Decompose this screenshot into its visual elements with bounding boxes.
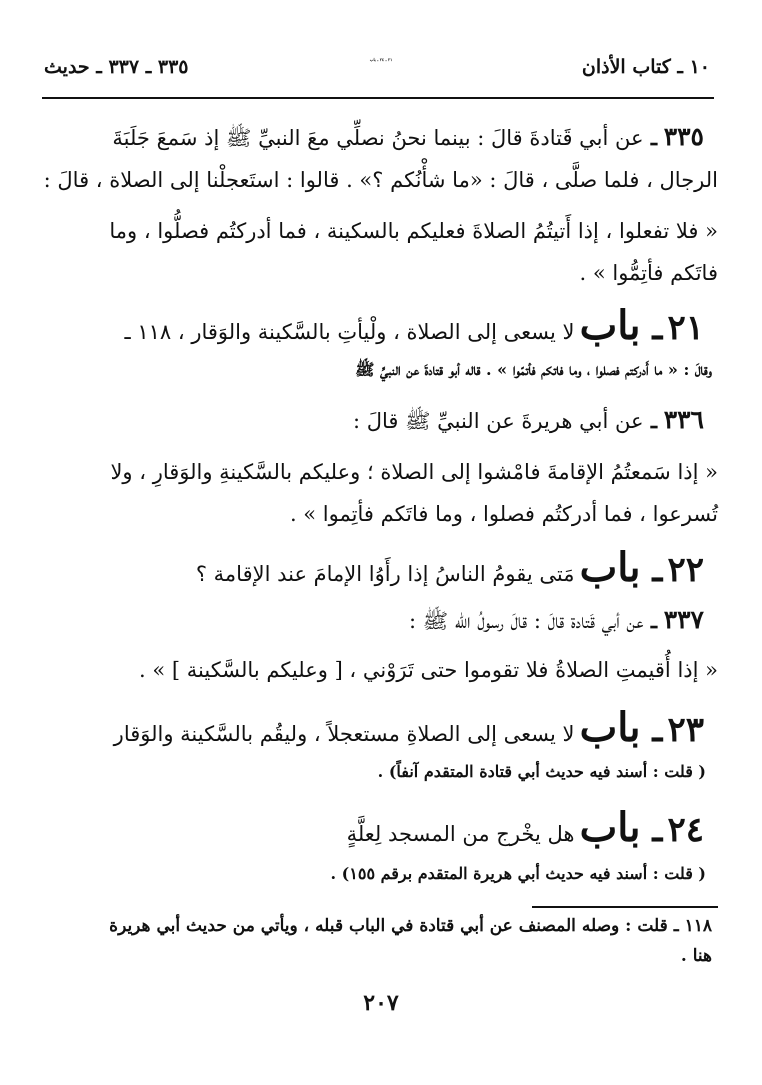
chapter-word: باب (579, 804, 641, 851)
chapter-21-note: وقالَ : « ما أَدركتم فصلوا ، وما فاتكم فأتمّوا » . قاله أبو قتادةَ عن النبيِّ ﷺ (355, 360, 712, 379)
running-header-section: ٢١ ـ ٢٤ ـ باب (369, 57, 393, 62)
hadith-number: ٣٣٧ (663, 605, 704, 634)
chapter-24-note: ( قلت : أسند فيه حديث أبي هريرة المتقدم برقم ١٥٥) . (330, 864, 706, 883)
chapter-number: ٢١ (667, 308, 704, 348)
chapter-number: ٢٢ (667, 550, 704, 590)
chapter-heading-21 (124, 302, 704, 349)
page-number: ٢٠٧ (363, 990, 399, 1016)
chapter-title: مَتى يقومُ الناسُ إذا رأَوُا الإمامَ عند الإقامة ؟ (195, 562, 575, 586)
hadith-text: عن أبي هريرةَ عن النبيِّ ﷺ قالَ : (352, 409, 644, 433)
hadith-335-line-1 (112, 124, 704, 149)
chapter-word: باب (579, 544, 641, 591)
number-dash: ـ (640, 550, 663, 590)
number-dash: ـ (640, 810, 663, 850)
hadith-number: ٣٣٦ (663, 405, 704, 434)
number-dash: ـ (643, 608, 658, 633)
chapter-23-note: ( قلت : أسند فيه حديث أبي قتادة المتقدم آنفاً) . (377, 762, 706, 781)
hadith-335-line-3: « فلا تفعلوا ، إذا أَتيتُمُ الصلاةَ فعليكم بالسكينة ، فما أدركتُم فصلُّوا ، وما (109, 219, 718, 243)
chapter-number: ٢٣ (667, 710, 704, 750)
chapter-word: باب (579, 302, 641, 349)
hadith-337-line-1 (409, 607, 704, 632)
running-header-hadith-range: ٣٣٥ ـ ٣٣٧ ـ حديث (44, 56, 189, 78)
hadith-text: عن أبي قَتادةَ قالَ : بينما نحنُ نصلِّي معَ النبيِّ ﷺ إذ سَمعَ جَلَبَةَ (112, 126, 644, 150)
hadith-335-line-4: فاتَكم فأتِمُّوا » . (579, 261, 718, 285)
chapter-title: لا يسعى إلى الصلاةِ مستعجلاً ، وليقُم بالسَّكينة والوَقار (113, 722, 575, 746)
number-dash: ـ (643, 408, 658, 433)
chapter-title: لا يسعى إلى الصلاة ، ولْيأتِ بالسَّكينة والوَقار ، ١١٨ ـ (124, 320, 575, 344)
chapter-heading-24 (346, 804, 704, 851)
hadith-336-line-2: « إذا سَمعتُمُ الإقامةَ فامْشوا إلى الصلاة ؛ وعليكم بالسَّكينةِ والوَقارِ ، ولا (110, 460, 718, 484)
footnote-line-2: هنا . (680, 946, 712, 966)
chapter-title: هل يخْرج من المسجد لِعلَّةٍ (346, 822, 575, 846)
number-dash: ـ (640, 308, 663, 348)
footnote-line-1: ١١٨ ـ قلت : وصله المصنف عن أبي قتادة في الباب قبله ، ويأتي من حديث أبي هريرة (109, 916, 712, 936)
hadith-336-line-1 (353, 407, 704, 432)
hadith-text: عن أبي قَتادة قالَ : قالَ رسولُ الله ﷺ : (409, 609, 644, 633)
hadith-number: ٣٣٥ (663, 122, 704, 151)
hadith-335-line-2: الرجال ، فلما صلَّى ، قالَ : «ما شأْنُكم ؟» . قالوا : استَعجلْنا إلى الصلاة ، قالَ : (43, 168, 718, 192)
chapter-heading-23 (113, 704, 704, 751)
header-rule (42, 97, 714, 99)
running-header-chapter: ١٠ ـ كتاب الأذان (581, 56, 710, 78)
hadith-336-line-3: تُسرعوا ، فما أدركتُم فصلوا ، وما فاتَكم فأتِموا » . (289, 502, 718, 526)
chapter-heading-22 (195, 544, 704, 591)
chapter-word: باب (579, 704, 641, 751)
number-dash: ـ (640, 710, 663, 750)
chapter-number: ٢٤ (667, 810, 704, 850)
hadith-337-line-2: « إذا أُقيمتِ الصلاةُ فلا تقوموا حتى تَرَوْني ، [ وعليكم بالسَّكينة ] » . (139, 658, 718, 682)
footnote-rule (532, 906, 718, 908)
number-dash: ـ (643, 125, 658, 150)
